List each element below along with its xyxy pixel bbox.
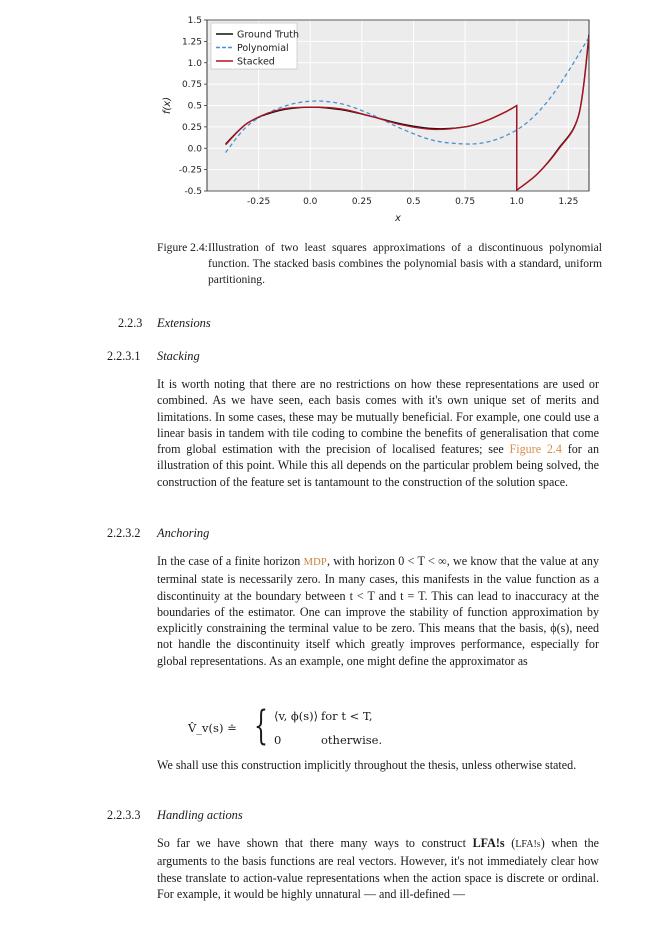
x-tick-label: 1.0 — [509, 197, 524, 207]
y-tick-label: 0.75 — [181, 80, 202, 91]
cases-brace: { — [254, 703, 268, 749]
legend-label: Polynomial — [237, 43, 289, 54]
y-tick-label: 0.25 — [181, 122, 202, 133]
y-tick-label: 0.5 — [187, 101, 202, 112]
section-title-stacking: Stacking — [157, 349, 200, 363]
y-tick-label: 1.5 — [187, 16, 202, 26]
anchoring-text-1: In the case of a finite horizon — [157, 554, 304, 568]
case-2-expression: 0 — [274, 733, 282, 747]
y-axis-label: f(x) — [162, 96, 173, 115]
y-tick-label: 1.25 — [181, 37, 202, 48]
actions-text-3: ) when the arguments to the basis functions are real vectors. However, it's not immediately clear how these translate to action-value representations when the action space is discrete or ordinal. For example, it would be highly unnatural — and ill-defined — — [157, 836, 599, 901]
section-number-2-2-3-2: 2.2.3.2 — [107, 526, 141, 540]
x-axis-label: x — [395, 213, 401, 224]
anchoring-text-2: , with horizon 0 < T < ∞, we know that the value at any terminal state is necessarily zero. In many cases, this manifests in the value function as a discontinuity at the boundary between t < T and t = T. This can lead to inaccuracy at the boundaries of the estimator. One can improve the stability of function approximation by explicitly constraining the terminal value to be zero. This means that the basis, ϕ(s), need not handle the discontinuity itself which greatly improves performance, especially for global representations. As an example, one might define the approximator as — [157, 554, 600, 668]
stacking-paragraph — [157, 376, 599, 490]
anchoring-paragraph — [157, 553, 599, 669]
section-number-2-2-3-1: 2.2.3.1 — [107, 349, 141, 363]
x-tick-label: 0.75 — [455, 197, 476, 207]
x-tick-label: -0.25 — [246, 197, 271, 207]
lfa-acronym[interactable]: LFA!s — [472, 836, 505, 850]
x-tick-label: 0.25 — [351, 197, 372, 207]
stacking-text-2: for an illustration of this point. While this all depends on the particular problem being solved, the construction of the feature set is tantamount to the construction of the solution space. — [157, 442, 599, 489]
mdp-acronym-link[interactable]: MDP — [303, 557, 327, 568]
lfa-acronym-small[interactable]: LFA!s — [515, 839, 541, 850]
section-title-extensions: Extensions — [157, 316, 211, 330]
figure-caption — [157, 240, 602, 286]
equation-lhs: V̂_v(s) ≐ — [188, 721, 237, 735]
actions-text-2: ( — [504, 836, 516, 850]
actions-paragraph — [157, 835, 599, 902]
y-tick-label: -0.5 — [184, 187, 202, 197]
stacking-text-1: It is worth noting that there are no restrictions on how these representations are used or combined. As we have seen, each basis comes with it's own unique set of merits and limitations. In some cases, these may be mutually beneficial. For example, one could use a linear basis in tandem with tile coding to combine the benefits of generalisation that come from global estimation with the precision of localised features; see — [157, 377, 599, 457]
caption-text: Illustration of two least squares approximations of a discontinuous polynomial function. The stacked basis combines the polynomial basis with a standard, uniform partitioning. — [208, 241, 602, 286]
y-tick-label: 1.0 — [187, 58, 202, 69]
section-number-2-2-3: 2.2.3 — [118, 316, 143, 330]
anchoring-after-paragraph: We shall use this construction implicitly throughout the thesis, unless otherwise stated. — [157, 758, 577, 772]
case-2-condition: otherwise. — [321, 733, 383, 747]
legend-label: Ground Truth — [237, 29, 300, 41]
caption-label: Figure 2.4: — [157, 241, 208, 254]
case-1-condition: for t < T, — [321, 709, 373, 723]
case-1-expression: ⟨v, ϕ(s)⟩ — [274, 709, 319, 723]
section-number-2-2-3-3: 2.2.3.3 — [107, 808, 141, 822]
section-title-anchoring: Anchoring — [157, 526, 210, 540]
section-title-handling-actions: Handling actions — [157, 808, 243, 822]
figure-2-4-link[interactable]: Figure 2.4 — [509, 442, 562, 457]
approximator-equation — [188, 703, 448, 753]
x-tick-label: 0.5 — [406, 197, 421, 207]
y-tick-label: 0.0 — [187, 144, 202, 155]
actions-text-1: So far we have shown that there many ways to construct — [157, 836, 473, 850]
x-tick-label: 0.0 — [303, 197, 318, 207]
figure-2-4-chart — [150, 10, 600, 230]
x-tick-label: 1.25 — [558, 197, 579, 207]
y-tick-label: -0.25 — [178, 165, 202, 176]
legend-label: Stacked — [237, 56, 275, 68]
